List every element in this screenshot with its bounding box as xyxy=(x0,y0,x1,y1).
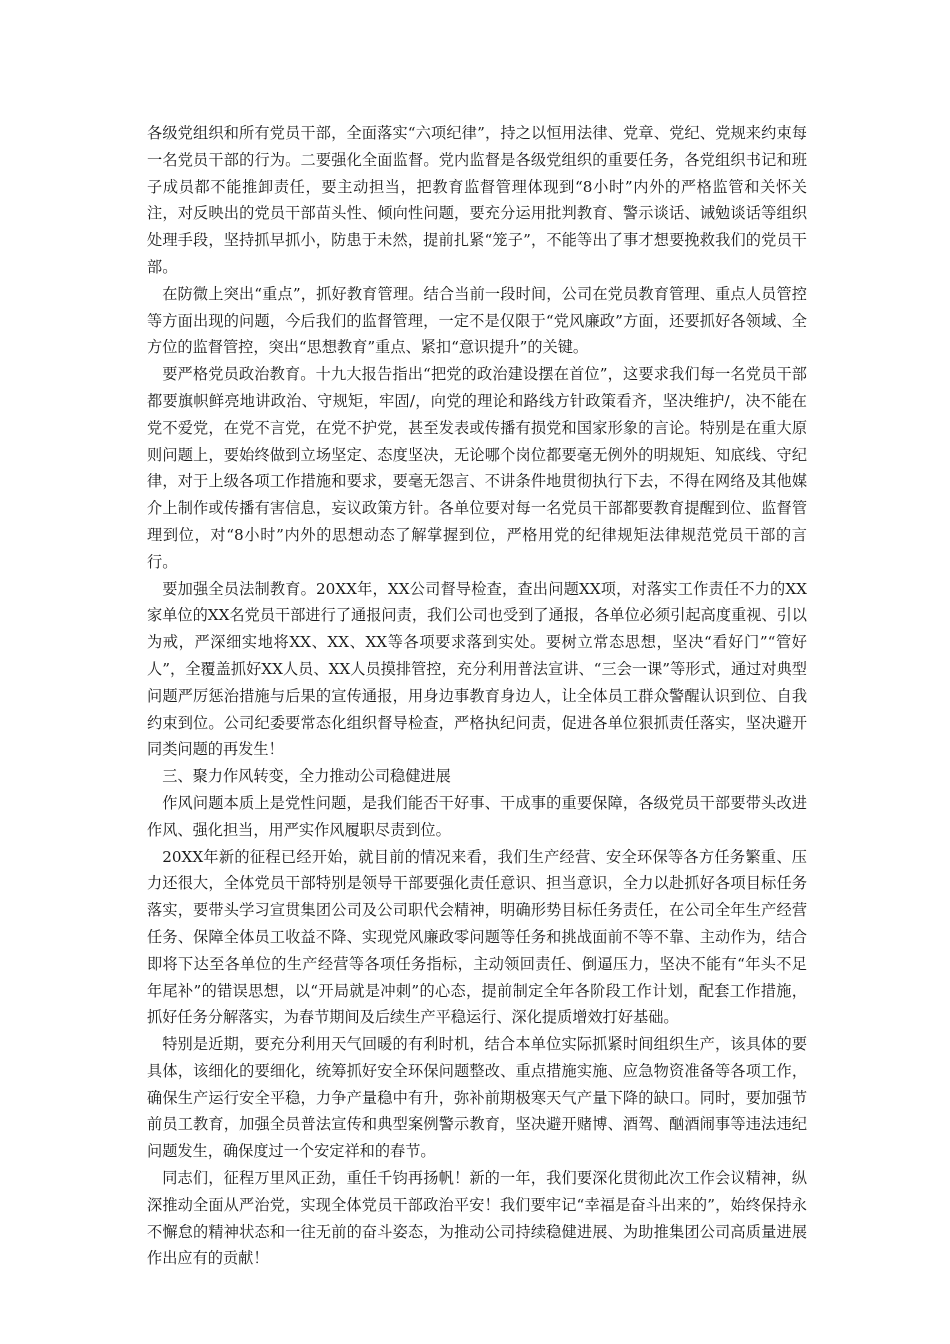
paragraph-closing: 同志们，征程万里风正劲，重任千钧再扬帆！新的一年，我们要深化贯彻此次工作会议精神，纵深推动全面从严治党，实现全体党员干部政治平安！我们要牢记“幸福是奋斗出来的”，始终保持永不懈怠的精神状态和一往无前的奋斗姿态，为推动公司持续稳健进展、为助推集团公司高质量进展作出应有的贡献！ xyxy=(147,1169,807,1268)
paragraph-key-points: 在防微上突出“重点”，抓好教育管理。结合当前一段时间，公司在党员教育管理、重点人员管控等方面出现的问题，今后我们的监督管理，一定不是仅限于“党风廉政”方面，还要抓好各领域、全方位的监督管控，突出“思想教育”重点、紧扣“意识提升”的关键。 xyxy=(147,284,807,357)
paragraph-political-education: 要严格党员政治教育。十九大报告指出“把党的政治建设摆在首位”，这要求我们每一名党员干部都要旗帜鲜亮地讲政治、守规矩，牢固/，向党的理论和路线方针政策看齐，坚决维护/，决不能在党不爱党，在党不言党，在党不护党，甚至发表或传播有损党和国家形象的言论。特别是在重大原则问题上，要始终做到立场坚定、态度坚决，无论哪个岗位都要毫无例外的明规矩、知底线、守纪律，对于上级各项工作措施和要求，要毫无怨言、不讲条件地贯彻执行下去，不得在网络及其他媒介上制作或传播有害信息，妄议政策方针。各单位要对每一名党员干部都要教育提醒到位、监督管理到位，对“8小时”内外的思想动态了解掌握到位，严格用党的纪律规矩法律规范党员干部的言行。 xyxy=(147,365,807,571)
paragraph-legal-education: 要加强全员法制教育。20XX年，XX公司督导检查，查出问题XX项，对落实工作责任不力的XX家单位的XX名党员干部进行了通报问责，我们公司也受到了通报，各单位必须引起高度重视、引以为戒，严深细实地将XX、XX、XX等各项要求落到实处。要树立常态思想，坚决“看好门”“管好人”，全覆盖抓好XX人员、XX人员摸排管控，充分利用普法宣讲、“三会一课”等形式，通过对典型问题严厉惩治措施与后果的宣传通报，用身边事教育身边人，让全体员工群众警醒认识到位、自我约束到位。公司纪委要常态化组织督导检查，严格执纪问责，促进各单位狠抓责任落实，坚决避开同类问题的再发生！ xyxy=(147,579,807,759)
paragraph-work-style: 作风问题本质上是党性问题，是我们能否干好事、干成事的重要保障，各级党员干部要带头改进作风、强化担当，用严实作风履职尽责到位。 xyxy=(147,793,807,839)
document-body xyxy=(147,120,807,1272)
paragraph-continuation: 各级党组织和所有党员干部，全面落实“六项纪律”，持之以恒用法律、党章、党纪、党规来约束每一名党员干部的行为。二要强化全面监督。党内监督是各级党组织的重要任务，各党组织书记和班子成员都不能推卸责任，要主动担当，把教育监督管理体现到“8小时”内外的严格监管和关怀关注，对反映出的党员干部苗头性、倾向性问题，要充分运用批判教育、警示谈话、诫勉谈话等组织处理手段，坚持抓早抓小，防患于未然，提前扎紧“笼子”，不能等出了事才想要挽救我们的党员干部。 xyxy=(147,124,807,276)
section-heading-3: 三、聚力作风转变，全力推动公司稳健进展 xyxy=(162,767,451,786)
paragraph-new-journey: 20XX年新的征程已经开始，就目前的情况来看，我们生产经营、安全环保等各方任务繁重、压力还很大，全体党员干部特别是领导干部要强化责任意识、担当意识，全力以赴抓好各项目标任务落实，要带头学习宣贯集团公司及公司职代会精神，明确形势目标任务责任，在公司全年生产经营任务、保障全体员工收益不降、实现党风廉政零问题等任务和挑战面前不等不靠、主动作为，结合即将下达至各单位的生产经营等各项任务指标，主动领回责任、倒逼压力，坚决不能有“年头不足年尾补”的错误思想，以“开局就是冲刺”的心态，提前制定全年各阶段工作计划，配套工作措施，抓好任务分解落实，为春节期间及后续生产平稳运行、深化提质增效打好基础。 xyxy=(147,847,807,1027)
paragraph-recent-period: 特别是近期，要充分利用天气回暖的有利时机，结合本单位实际抓紧时间组织生产，该具体的要具体，该细化的要细化，统筹抓好安全环保问题整改、重点措施实施、应急物资准备等各项工作，确保生产运行安全平稳，力争产量稳中有升，弥补前期极寒天气产量下降的缺口。同时，要加强节前员工教育，加强全员普法宣传和典型案例警示教育，坚决避开赌博、酒驾、酗酒闹事等违法违纪问题发生，确保度过一个安定祥和的春节。 xyxy=(147,1035,807,1161)
